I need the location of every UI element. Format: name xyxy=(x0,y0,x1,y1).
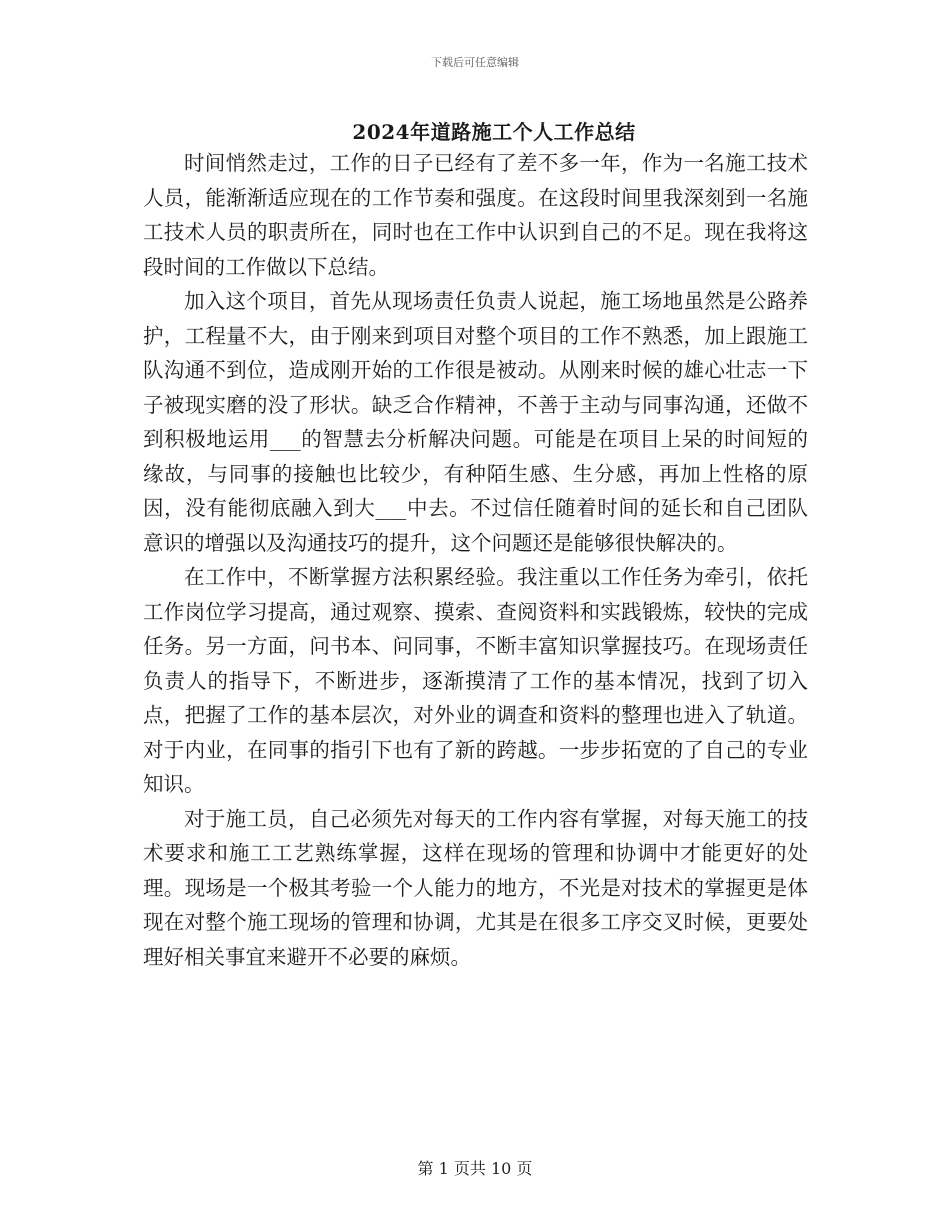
paragraph-4: 对于施工员，自己必须先对每天的工作内容有掌握，对每天施工的技术要求和施工工艺熟练掌握，这样在现场的管理和协调中才能更好的处理。现场是一个极其考验一个人能力的地方，不光是对技术的掌握更是体现在对整个施工现场的管理和协调，尤其是在很多工序交叉时候，更要处理好相关事宜来避开不必要的麻烦。 xyxy=(143,806,808,969)
paragraph-3: 在工作中，不断掌握方法积累经验。我注重以工作任务为牵引，依托工作岗位学习提高，通过观察、摸索、查阅资料和实践锻炼，较快的完成任务。另一方面，问书本、问同事，不断丰富知识掌握技巧。在现场责任负责人的指导下，不断进步，逐渐摸清了工作的基本情况，找到了切入点，把握了工作的基本层次，对外业的调查和资料的整理也进入了轨道。对于内业，在同事的指引下也有了新的跨越。一步步拓宽的了自己的专业知识。 xyxy=(143,565,808,796)
page-number: 第 1 页共 10 页 xyxy=(417,1159,533,1178)
paragraph-1: 时间悄然走过，工作的日子已经有了差不多一年，作为一名施工技术人员，能渐渐适应现在的工作节奏和强度。在这段时间里我深刻到一名施工技术人员的职责所在，同时也在工作中认识到自己的不足。现在我将这段时间的工作做以下总结。 xyxy=(143,151,808,279)
document-title: 2024年道路施工个人工作总结 xyxy=(352,120,636,144)
header-note: 下载后可任意编辑 xyxy=(431,56,519,69)
document-body xyxy=(143,146,808,974)
paragraph-2: 加入这个项目，首先从现场责任负责人说起，施工场地虽然是公路养护，工程量不大，由于刚来到项目对整个项目的工作不熟悉，加上跟施工队沟通不到位，造成刚开始的工作很是被动。从刚来时候的雄心壮志一下子被现实磨的没了形状。缺乏合作精神，不善于主动与同事沟通，还做不到积极地运用___的智慧去分析解决问题。可能是在项目上呆的时间短的缘故，与同事的接触也比较少，有种陌生感、生分感，再加上性格的原因，没有能彻底融入到大___中去。不过信任随着时间的延长和自己团队意识的增强以及沟通技巧的提升，这个问题还是能够很快解决的。 xyxy=(143,289,808,555)
